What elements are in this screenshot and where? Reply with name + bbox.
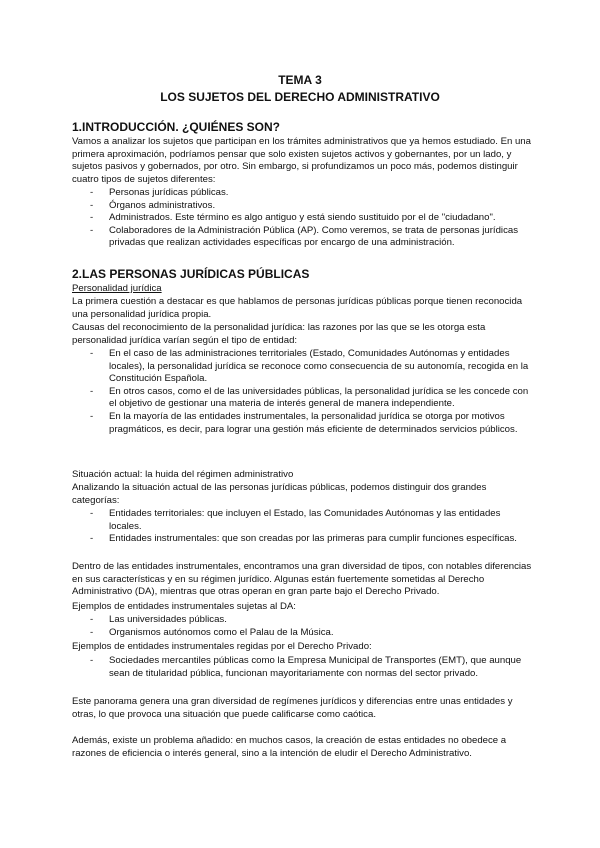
list-item: - En otros casos, como el de las universidades públicas, la personalidad jurídica se les concede con el objetivo de gestionar una materia de interés general de manera independiente.	[72, 386, 532, 411]
paragraph: La primera cuestión a destacar es que hablamos de personas jurídicas públicas porque tienen reconocida una personalidad jurídica propia.	[72, 296, 523, 320]
section-1-heading: 1.INTRODUCCIÓN. ¿QUIÉNES SON?	[72, 120, 281, 134]
list-item: - Personas jurídicas públicas.	[72, 187, 532, 200]
section-2-heading: 2.LAS PERSONAS JURÍDICAS PÚBLICAS	[72, 267, 310, 281]
paragraph: Además, existe un problema añadido: en muchos casos, la creación de estas entidades no obedece a razones de eficiencia o interés general, sino a la intención de eludir el Derecho Administrativo.	[72, 735, 507, 759]
examples-da-list	[72, 614, 532, 639]
examples-private-list	[72, 655, 532, 680]
list-item: - Organismos autónomos como el Palau de la Música.	[72, 627, 532, 640]
categories-list	[72, 508, 532, 546]
paragraph: Causas del reconocimiento de la personalidad jurídica: las razones por las que se les otorga esta personalidad jurídica varían según el tipo de entidad:	[72, 322, 486, 346]
list-item: - Entidades instrumentales: que son creadas por las primeras para cumplir funciones específicas.	[72, 533, 532, 546]
subheading-personalidad: Personalidad jurídica	[72, 283, 162, 294]
list-item: - Órganos administrativos.	[72, 200, 532, 213]
subject-types-list	[72, 187, 532, 250]
document-title: LOS SUJETOS DEL DERECHO ADMINISTRATIVO	[160, 90, 440, 104]
causes-list	[72, 348, 532, 436]
list-item: - Colaboradores de la Administración Pública (AP). Como veremos, se trata de personas jurídicas privadas que realizan actividades específicas por encargo de una administración.	[72, 225, 532, 250]
list-item: - En el caso de las administraciones territoriales (Estado, Comunidades Autónomas y entidades locales), la personalidad jurídica se reconoce como consecuencia de su autonomía, recogida en la Constitución Española.	[72, 348, 532, 386]
paragraph: Analizando la situación actual de las personas jurídicas públicas, podemos distinguir dos grandes categorías:	[72, 482, 487, 506]
list-item: - Administrados. Este término es algo antiguo y está siendo sustituido por el de "ciudadano".	[72, 212, 532, 225]
list-item: - Las universidades públicas.	[72, 614, 532, 627]
list-item: - Entidades territoriales: que incluyen el Estado, las Comunidades Autónomas y las entidades locales.	[72, 508, 532, 533]
list-item: - Sociedades mercantiles públicas como la Empresa Municipal de Transportes (EMT), que aunque sean de titularidad pública, funcionan mayoritariamente con normas del sector privado.	[72, 655, 532, 680]
paragraph: Dentro de las entidades instrumentales, encontramos una gran diversidad de tipos, con notables diferencias en sus características y en su régimen jurídico. Algunas están fuertemente sometidas al Derecho Administrativo (DA), mientras que otras operan en gran parte bajo el Derecho Privado.	[72, 561, 532, 598]
section-1-intro: Vamos a analizar los sujetos que participan en los trámites administrativos que ya hemos estudiado. En una primera aproximación, podríamos pensar que solo existen sujetos activos y gobernantes, por un lado, y sujetos pasivos y gobernados, por otro. Sin embargo, si profundizamos un poco más, podemos distinguir cuatro tipos de sujetos diferentes:	[72, 136, 531, 185]
topic-number: TEMA 3	[278, 73, 322, 87]
list-item: - En la mayoría de las entidades instrumentales, la personalidad jurídica se otorga por motivos pragmáticos, es decir, para lograr una gestión más eficiente de determinados servicios públicos.	[72, 411, 532, 436]
paragraph: Este panorama genera una gran diversidad de regímenes jurídicos y diferencias entre unas entidades y otras, lo que provoca una situación que puede calificarse como caótica.	[72, 696, 513, 720]
paragraph: Ejemplos de entidades instrumentales regidas por el Derecho Privado:	[72, 641, 372, 652]
paragraph: Ejemplos de entidades instrumentales sujetas al DA:	[72, 601, 296, 612]
subheading-situacion: Situación actual: la huida del régimen administrativo	[72, 469, 294, 480]
